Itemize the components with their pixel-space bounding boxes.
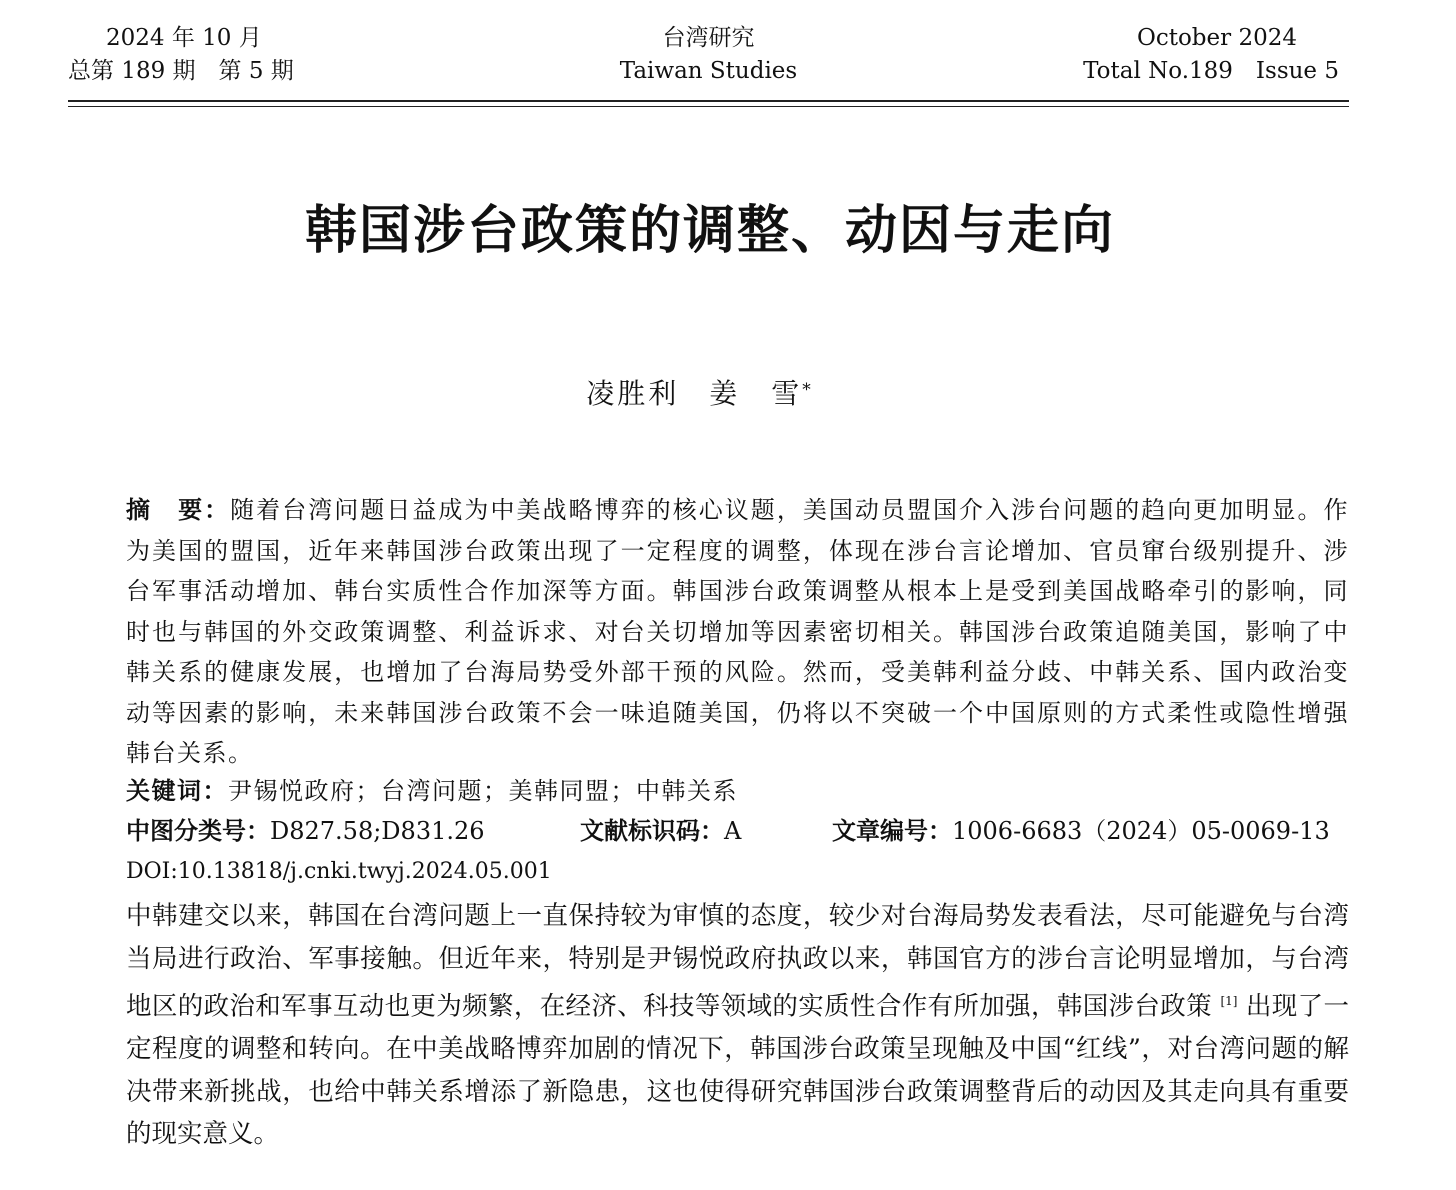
journal-name-en: Taiwan Studies — [619, 58, 798, 84]
author-1: 凌胜利 — [586, 377, 680, 410]
doc-code-label: 文献标识码： — [580, 817, 724, 845]
header-rule-thin — [68, 106, 1349, 107]
article-number-value: 1006-6683（2024）05-0069-13 — [952, 817, 1330, 845]
author-footnote-mark: * — [802, 380, 814, 400]
header-rule-thick — [68, 100, 1349, 102]
clc-value: D827.58;D831.26 — [270, 817, 485, 845]
article-title: 韩国涉台政策的调整、动因与走向 — [304, 200, 1115, 261]
doc-code-value: A — [724, 817, 742, 845]
abstract-label: 摘 要： — [126, 496, 231, 524]
header-right — [1083, 22, 1339, 88]
article-number-label: 文章编号： — [832, 817, 952, 845]
classification-line — [126, 811, 1349, 851]
keywords-label: 关键词： — [126, 777, 228, 805]
header-date-cn: 2024 年 10 月 — [106, 25, 262, 51]
header-issue-cn: 总第 189 期 第 5 期 — [68, 58, 294, 84]
header-issue-en: Total No.189 Issue 5 — [1083, 58, 1339, 84]
author-2: 姜 雪 — [709, 377, 803, 410]
journal-header — [68, 22, 1349, 94]
doi: DOI:10.13818/j.cnki.twyj.2024.05.001 — [126, 859, 552, 884]
body-paragraph — [68, 895, 1349, 1156]
author-line — [0, 372, 1400, 416]
abstract — [68, 490, 1349, 774]
clc-label: 中图分类号： — [126, 817, 270, 845]
header-date-en: October 2024 — [1136, 25, 1297, 51]
abstract-text: 随着台湾问题日益成为中美战略博弈的核心议题，美国动员盟国介入涉台问题的趋向更加明显。作为美国的盟国，近年来韩国涉台政策出现了一定程度的调整，体现在涉台言论增加、官员窜台级别提升、涉台军事活动增加、韩台实质性合作加深等方面。韩国涉台政策调整从根本上是受到美国战略牵引的影响，同时也与韩国的外交政策调整、利益诉求、对台关切增加等因素密切相关。韩国涉台政策追随美国，影响了中韩关系的健康发展，也增加了台海局势受外部干预的风险。然而，受美韩利益分歧、中韩关系、国内政治变动等因素的影响，未来韩国涉台政策不会一味追随美国，仍将以不突破一个中国原则的方式柔性或隐性增强韩台关系。 — [126, 496, 1350, 767]
keywords — [126, 771, 738, 811]
body-text-part2: 出现了一定程度的调整和转向。在中美战略博弈加剧的情况下，韩国涉台政策呈现触及中国“红线”，对台湾问题的解决带来新挑战，也给中韩关系增添了新隐患，这也使得研究韩国涉台政策调整背后的动因及其走向具有重要的现实意义。 — [126, 991, 1349, 1150]
body-text-part1: 中韩建交以来，韩国在台湾问题上一直保持较为审慎的态度，较少对台海局势发表看法，尽可能避免与台湾当局进行政治、军事接触。但近年来，特别是尹锡悦政府执政以来，韩国官方的涉台言论明显增加，与台湾地区的政治和军事互动也更为频繁，在经济、科技等领域的实质性合作有所加强，韩国涉台政策 — [126, 901, 1349, 1022]
journal-name-cn: 台湾研究 — [662, 25, 755, 51]
reference-mark[interactable]: [1] — [1220, 994, 1238, 1009]
keywords-text: 尹锡悦政府；台湾问题；美韩同盟；中韩关系 — [228, 777, 738, 805]
